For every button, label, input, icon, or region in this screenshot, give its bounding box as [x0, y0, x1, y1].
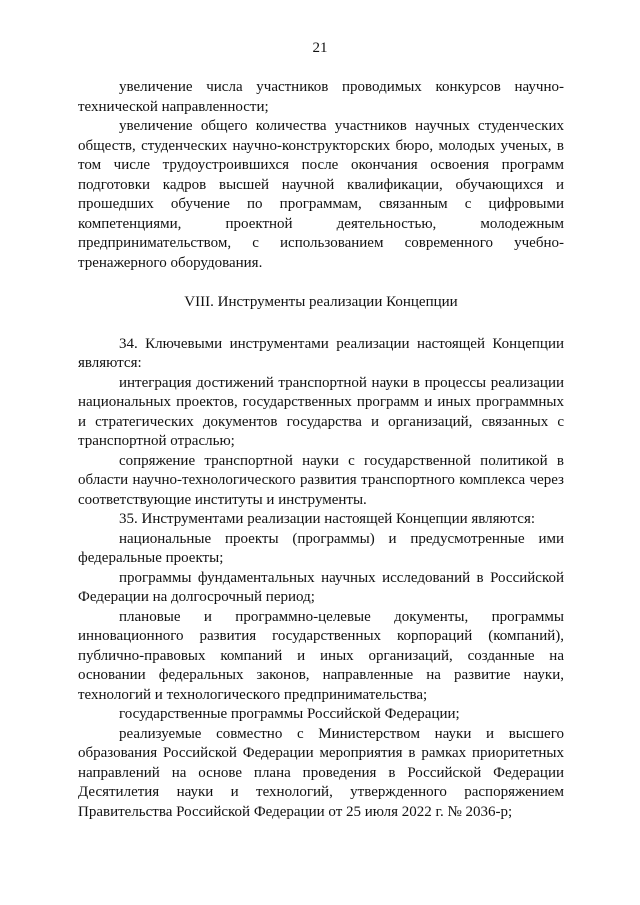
page-number: 21 — [312, 40, 328, 56]
paragraph: увеличение числа участников проводимых конкурсов научно-технической направленности; — [78, 79, 564, 115]
paragraph: увеличение общего количества участников научных студенческих обществ, студенческих научно-конструкторских бюро, молодых ученых, в том числе трудоустроившихся после окончания освоения программ подготовки кадров высшей научной квалификации, обучающихся и прошедших обучение по программам, связанным с цифровыми компетенциями, проектной деятельностью, молодежным предпринимательством, с использованием современного учебно-тренажерного оборудования. — [78, 118, 564, 271]
paragraph: сопряжение транспортной науки с государственной политикой в области научно-технологического развития транспортного комплекса через соответствующие институты и инструменты. — [78, 452, 564, 508]
section-heading: VIII. Инструменты реализации Концепции — [184, 294, 458, 310]
paragraph: реализуемые совместно с Министерством науки и высшего образования Российской Федерации мероприятия в рамках приоритетных направлений на основе плана проведения в Российской Федерации Десятилетия науки и технологий, утвержденного распоряжением Правительства Российской Федерации от 25 июля 2022 г. № 2036-р; — [78, 725, 564, 820]
paragraph: 35. Инструментами реализации настоящей Концепции являются: — [119, 511, 536, 527]
paragraph: плановые и программно-целевые документы, программы инновационного развития государственных корпораций (компаний), публично-правовых компаний и иных организаций, созданные на основании федеральных законов, направленные на развитие науки, технологий и технологического предпринимательства; — [78, 608, 564, 703]
paragraph: программы фундаментальных научных исследований в Российской Федерации на долгосрочный период; — [78, 569, 564, 605]
paragraph: государственные программы Российской Федерации; — [119, 706, 460, 722]
document-body — [78, 78, 564, 822]
paragraph: 34. Ключевыми инструментами реализации настоящей Концепции являются: — [78, 335, 564, 371]
paragraph: интеграция достижений транспортной науки в процессы реализации национальных проектов, государственных программ и иных программных и стратегических документов государства и организаций, связанных с транспортной отраслью; — [78, 374, 564, 449]
paragraph: национальные проекты (программы) и предусмотренные ими федеральные проекты; — [78, 530, 564, 566]
